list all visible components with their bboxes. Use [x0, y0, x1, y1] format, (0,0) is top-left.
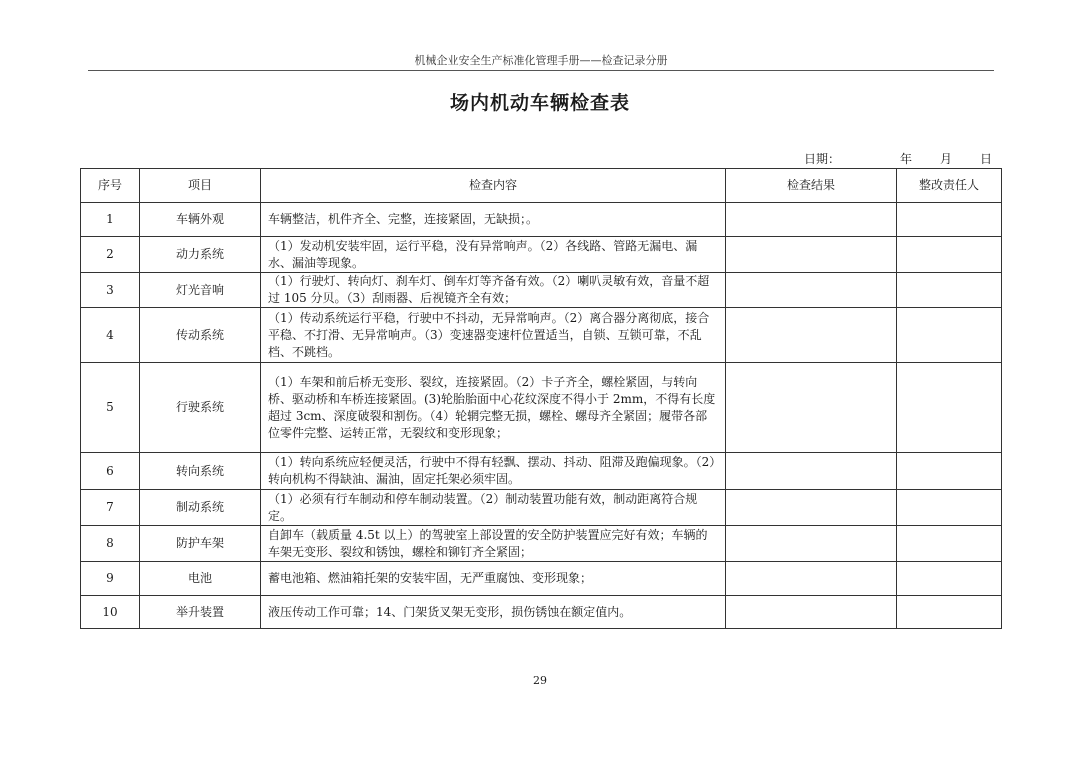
table-row [81, 363, 1002, 453]
row-item: 制动系统 [140, 490, 261, 526]
date-day: 日 [980, 152, 993, 166]
row-result[interactable] [726, 308, 897, 363]
row-result[interactable] [726, 596, 897, 629]
column-header-no: 序号 [81, 169, 140, 203]
row-item: 灯光音响 [140, 273, 261, 308]
row-person[interactable] [897, 526, 1002, 562]
row-content: 液压传动工作可靠；14、门架货叉架无变形，损伤锈蚀在额定值内。 [261, 596, 726, 629]
row-content: （1）传动系统运行平稳，行驶中不抖动，无异常响声。（2）离合器分离彻底，接合平稳、不打滑、无异常响声。（3）变速器变速杆位置适当，自锁、互锁可靠，不乱档、不跳档。 [261, 308, 726, 363]
row-person[interactable] [897, 453, 1002, 490]
row-number: 6 [81, 453, 140, 490]
row-result[interactable] [726, 203, 897, 237]
row-result[interactable] [726, 273, 897, 308]
row-content: （1）转向系统应轻便灵活，行驶中不得有轻飘、摆动、抖动、阻滞及跑偏现象。（2）转向机构不得缺油、漏油，固定托架必须牢固。 [261, 453, 726, 490]
row-content: 自卸车（载质量 4.5t 以上）的驾驶室上部设置的安全防护装置应完好有效；车辆的车架无变形、裂纹和锈蚀，螺栓和铆钉齐全紧固； [261, 526, 726, 562]
row-number: 4 [81, 308, 140, 363]
table-row [81, 453, 1002, 490]
row-result[interactable] [726, 562, 897, 596]
row-item: 车辆外观 [140, 203, 261, 237]
row-item: 转向系统 [140, 453, 261, 490]
row-number: 3 [81, 273, 140, 308]
row-item: 传动系统 [140, 308, 261, 363]
row-content: （1）行驶灯、转向灯、刹车灯、倒车灯等齐备有效。（2）喇叭灵敏有效，音量不超过 105 分贝。（3）刮雨器、后视镜齐全有效； [261, 273, 726, 308]
date-label: 日期： [804, 152, 841, 166]
date-line [790, 150, 1000, 166]
row-result[interactable] [726, 526, 897, 562]
row-item: 电池 [140, 562, 261, 596]
row-number: 5 [81, 363, 140, 453]
header-rule [88, 70, 994, 71]
page-title: 场内机动车辆检查表 [449, 92, 630, 114]
row-content: （1）发动机安装牢固，运行平稳，没有异常响声。（2）各线路、管路无漏电、漏水、漏油等现象。 [261, 237, 726, 273]
row-number: 10 [81, 596, 140, 629]
table-row [81, 203, 1002, 237]
row-number: 1 [81, 203, 140, 237]
table-row [81, 596, 1002, 629]
table-row [81, 526, 1002, 562]
column-header-person: 整改责任人 [897, 169, 1002, 203]
row-person[interactable] [897, 308, 1002, 363]
row-person[interactable] [897, 363, 1002, 453]
row-item: 防护车架 [140, 526, 261, 562]
row-content: 蓄电池箱、燃油箱托架的安装牢固，无严重腐蚀、变形现象； [261, 562, 726, 596]
row-number: 2 [81, 237, 140, 273]
row-item: 行驶系统 [140, 363, 261, 453]
row-result[interactable] [726, 490, 897, 526]
row-number: 9 [81, 562, 140, 596]
date-month: 月 [940, 152, 953, 166]
table-row [81, 308, 1002, 363]
date-year: 年 [900, 152, 913, 166]
row-person[interactable] [897, 596, 1002, 629]
column-header-result: 检查结果 [726, 169, 897, 203]
row-person[interactable] [897, 203, 1002, 237]
row-person[interactable] [897, 273, 1002, 308]
row-person[interactable] [897, 237, 1002, 273]
column-header-item: 项目 [140, 169, 261, 203]
row-result[interactable] [726, 237, 897, 273]
running-header: 机械企业安全生产标准化管理手册——检查记录分册 [414, 54, 668, 67]
row-item: 举升装置 [140, 596, 261, 629]
row-result[interactable] [726, 453, 897, 490]
table-row [81, 562, 1002, 596]
table-row [81, 237, 1002, 273]
row-content: 车辆整洁，机件齐全、完整，连接紧固，无缺损；。 [261, 203, 726, 237]
row-result[interactable] [726, 363, 897, 453]
row-person[interactable] [897, 562, 1002, 596]
column-header-content: 检查内容 [261, 169, 726, 203]
row-content: （1）车架和前后桥无变形、裂纹，连接紧固。（2）卡子齐全，螺栓紧固，与转向桥、驱动桥和车桥连接紧固。(3)轮胎胎面中心花纹深度不得小于 2mm，不得有长度超过 3cm、深度破裂和割伤。（4）轮辋完整无损，螺栓、螺母齐全紧固；履带各部位零件完整、运转正常，无裂纹和变形现象； [261, 363, 726, 453]
row-number: 7 [81, 490, 140, 526]
row-person[interactable] [897, 490, 1002, 526]
inspection-table [80, 168, 1002, 629]
table-row [81, 490, 1002, 526]
table-row [81, 273, 1002, 308]
row-content: （1）必须有行车制动和停车制动装置。（2）制动装置功能有效，制动距离符合规定。 [261, 490, 726, 526]
row-item: 动力系统 [140, 237, 261, 273]
table-header-row [81, 169, 1002, 203]
row-number: 8 [81, 526, 140, 562]
page-number: 29 [533, 674, 547, 687]
